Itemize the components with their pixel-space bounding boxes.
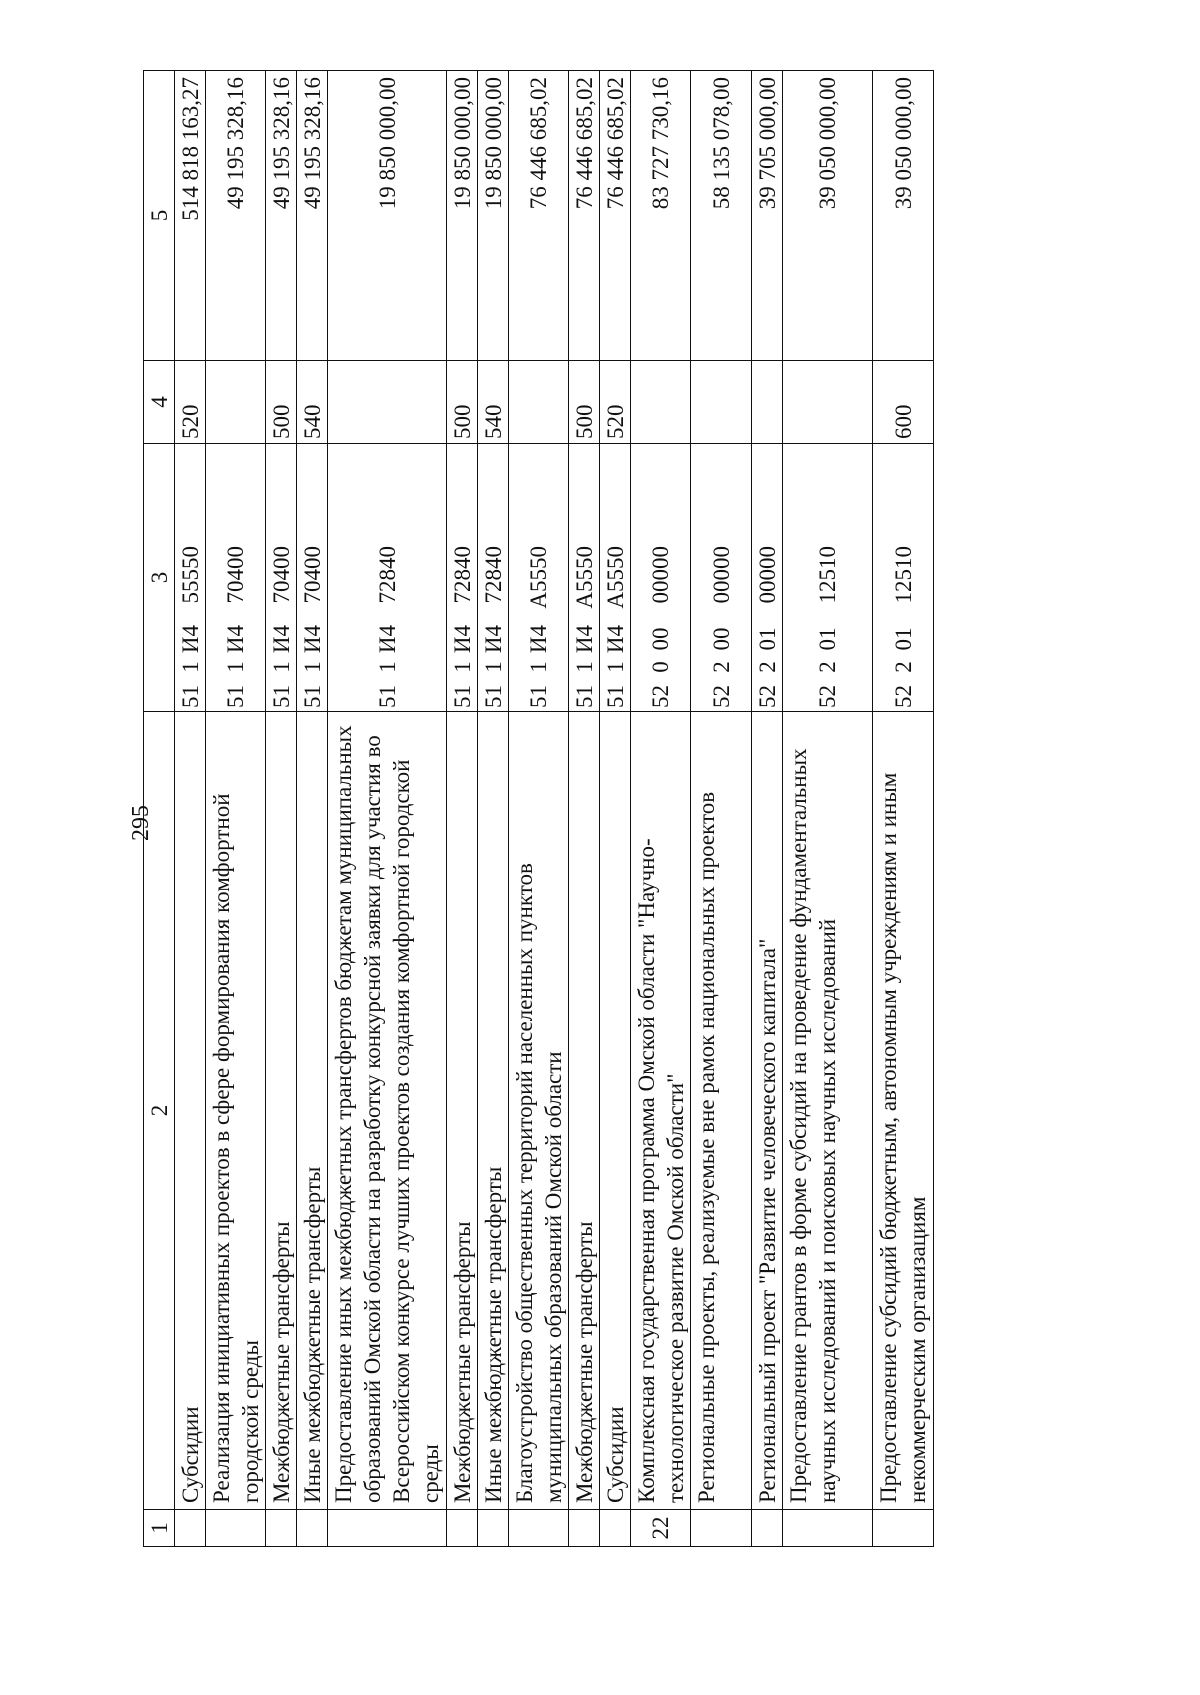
- row-number: [175, 1510, 206, 1547]
- code-part: 51: [526, 685, 551, 708]
- table-row: [328, 71, 447, 1547]
- row-sum: 514 818 163,27: [175, 71, 206, 361]
- row-sum: 76 446 685,02: [509, 71, 569, 361]
- row-expense-type: 500: [266, 361, 297, 444]
- col-header-3: 3: [144, 444, 175, 712]
- code-part: 1: [223, 661, 248, 673]
- row-sum: 49 195 328,16: [297, 71, 328, 361]
- code-part: 51: [299, 685, 325, 708]
- table-row: [873, 71, 934, 1547]
- code-part: И4: [223, 624, 248, 654]
- row-target-code: [783, 444, 873, 712]
- code-part: 1: [526, 661, 551, 673]
- table-row: [783, 71, 873, 1547]
- code-part: 01: [815, 627, 840, 651]
- row-target-code: [478, 444, 509, 712]
- code-part: И4: [526, 624, 551, 654]
- code-part: 51: [602, 685, 628, 708]
- code-part: 55550: [177, 546, 203, 604]
- row-name: Предоставление грантов в форме субсидий на проведение фундаментальных научных исследований и поисковых научных исследований: [783, 712, 873, 1510]
- row-name: Межбюджетные трансферты: [266, 712, 297, 1510]
- table-row: [509, 71, 569, 1547]
- code-part: 00000: [708, 546, 734, 604]
- code-part: А5550: [526, 546, 551, 609]
- row-expense-type: 540: [297, 361, 328, 444]
- row-number: [569, 1510, 600, 1547]
- row-sum: 19 850 000,00: [478, 71, 509, 361]
- code-part: И4: [177, 624, 203, 654]
- row-target-code: [447, 444, 478, 712]
- col-header-2: 2: [144, 712, 175, 1510]
- code-part: 51: [268, 685, 294, 708]
- col-header-5: 5: [144, 71, 175, 361]
- row-expense-type: [752, 361, 783, 444]
- row-target-code: [297, 444, 328, 712]
- row-expense-type: [691, 361, 752, 444]
- row-expense-type: 540: [478, 361, 509, 444]
- code-part: 51: [177, 685, 203, 708]
- row-target-code: [600, 444, 631, 712]
- row-expense-type: [783, 361, 873, 444]
- table-row: [478, 71, 509, 1547]
- row-expense-type: 520: [175, 361, 206, 444]
- row-target-code: [266, 444, 297, 712]
- code-part: 2: [708, 661, 734, 673]
- row-sum: 76 446 685,02: [569, 71, 600, 361]
- row-number: [600, 1510, 631, 1547]
- row-sum: 83 727 730,16: [631, 71, 691, 361]
- row-name: Предоставление иных межбюджетных трансфертов бюджетам муниципальных образований Омской области на разработку конкурсной заявки для участия во Всероссийском конкурсе лучших проектов создания комфортной городской среды: [328, 712, 447, 1510]
- code-part: А5550: [602, 546, 628, 609]
- row-expense-type: [328, 361, 447, 444]
- code-part: 72840: [449, 546, 475, 604]
- row-name: Региональный проект "Развитие человеческого капитала": [752, 712, 783, 1510]
- row-number: [752, 1510, 783, 1547]
- row-name: Благоустройство общественных территорий населенных пунктов муниципальных образований Омской области: [509, 712, 569, 1510]
- code-part: 1: [299, 661, 325, 673]
- table-row: [600, 71, 631, 1547]
- code-part: 1: [449, 661, 475, 673]
- row-name: Иные межбюджетные трансферты: [297, 712, 328, 1510]
- code-part: 00000: [754, 546, 780, 604]
- table-row: [266, 71, 297, 1547]
- code-part: 1: [602, 661, 628, 673]
- code-part: 51: [223, 685, 248, 708]
- row-number: [509, 1510, 569, 1547]
- code-part: И4: [299, 624, 325, 654]
- row-number: [297, 1510, 328, 1547]
- row-number: [266, 1510, 297, 1547]
- code-part: 1: [374, 661, 400, 673]
- row-name: Реализация инициативных проектов в сфере формирования комфортной городской среды: [206, 712, 266, 1510]
- code-part: 51: [374, 685, 400, 708]
- row-expense-type: [206, 361, 266, 444]
- code-part: 12510: [890, 546, 916, 604]
- table-row: [752, 71, 783, 1547]
- code-part: И4: [374, 624, 400, 654]
- code-part: И4: [571, 624, 597, 654]
- code-part: 52: [648, 685, 673, 708]
- row-expense-type: [631, 361, 691, 444]
- table-row: [569, 71, 600, 1547]
- code-part: И4: [602, 624, 628, 654]
- row-target-code: [328, 444, 447, 712]
- row-target-code: [206, 444, 266, 712]
- row-number: [478, 1510, 509, 1547]
- row-target-code: [509, 444, 569, 712]
- header-row: [144, 71, 175, 1547]
- row-expense-type: 500: [569, 361, 600, 444]
- code-part: 52: [754, 685, 780, 708]
- row-number: [206, 1510, 266, 1547]
- code-part: 2: [890, 661, 916, 673]
- code-part: 2: [815, 661, 840, 673]
- row-number: 22: [631, 1510, 691, 1547]
- row-sum: 49 195 328,16: [206, 71, 266, 361]
- code-part: 0: [648, 661, 673, 673]
- code-part: 1: [571, 661, 597, 673]
- row-expense-type: [509, 361, 569, 444]
- row-number: [328, 1510, 447, 1547]
- code-part: 51: [571, 685, 597, 708]
- row-number: [873, 1510, 934, 1547]
- code-part: 70400: [268, 546, 294, 604]
- row-target-code: [752, 444, 783, 712]
- row-number: [447, 1510, 478, 1547]
- row-sum: 39 050 000,00: [873, 71, 934, 361]
- code-part: И4: [268, 624, 294, 654]
- row-target-code: [691, 444, 752, 712]
- code-part: 72840: [374, 546, 400, 604]
- row-target-code: [175, 444, 206, 712]
- rotated-budget-table: [143, 71, 1047, 1547]
- code-part: 00: [648, 627, 673, 651]
- row-name: Субсидии: [175, 712, 206, 1510]
- code-part: 01: [754, 627, 780, 651]
- row-name: Межбюджетные трансферты: [447, 712, 478, 1510]
- code-part: 70400: [223, 546, 248, 604]
- row-target-code: [631, 444, 691, 712]
- code-part: 70400: [299, 546, 325, 604]
- code-part: 52: [708, 685, 734, 708]
- row-target-code: [569, 444, 600, 712]
- row-name: Комплексная государственная программа Омской области "Научно-технологическое развитие Омской области": [631, 712, 691, 1510]
- col-header-4: 4: [144, 361, 175, 444]
- row-number: [691, 1510, 752, 1547]
- code-part: 52: [815, 685, 840, 708]
- row-sum: 49 195 328,16: [266, 71, 297, 361]
- row-sum: 39 050 000,00: [783, 71, 873, 361]
- col-header-1: 1: [144, 1510, 175, 1547]
- code-part: 72840: [480, 546, 506, 604]
- code-part: 51: [480, 685, 506, 708]
- row-sum: 39 705 000,00: [752, 71, 783, 361]
- row-name: Иные межбюджетные трансферты: [478, 712, 509, 1510]
- row-name: Предоставление субсидий бюджетным, автономным учреждениям и иным некоммерческим организациям: [873, 712, 934, 1510]
- row-expense-type: 600: [873, 361, 934, 444]
- row-sum: 76 446 685,02: [600, 71, 631, 361]
- code-part: 12510: [815, 546, 840, 604]
- code-part: И4: [480, 624, 506, 654]
- code-part: 1: [480, 661, 506, 673]
- code-part: А5550: [571, 546, 597, 609]
- code-part: 00: [708, 627, 734, 651]
- table-row: [691, 71, 752, 1547]
- table-row: [297, 71, 328, 1547]
- table-row: [631, 71, 691, 1547]
- code-part: 52: [890, 685, 916, 708]
- table-row: [206, 71, 266, 1547]
- code-part: И4: [449, 624, 475, 654]
- table-row: [175, 71, 206, 1547]
- row-expense-type: 520: [600, 361, 631, 444]
- row-name: Субсидии: [600, 712, 631, 1510]
- code-part: 51: [449, 685, 475, 708]
- code-part: 00000: [648, 546, 673, 604]
- row-expense-type: 500: [447, 361, 478, 444]
- code-part: 1: [268, 661, 294, 673]
- row-sum: 19 850 000,00: [328, 71, 447, 361]
- code-part: 1: [177, 661, 203, 673]
- page-number: 295: [128, 805, 154, 841]
- row-name: Региональные проекты, реализуемые вне рамок национальных проектов: [691, 712, 752, 1510]
- budget-table: [143, 70, 934, 1547]
- row-sum: 58 135 078,00: [691, 71, 752, 361]
- row-number: [783, 1510, 873, 1547]
- table-row: [447, 71, 478, 1547]
- row-sum: 19 850 000,00: [447, 71, 478, 361]
- row-name: Межбюджетные трансферты: [569, 712, 600, 1510]
- code-part: 2: [754, 661, 780, 673]
- row-target-code: [873, 444, 934, 712]
- code-part: 01: [890, 627, 916, 651]
